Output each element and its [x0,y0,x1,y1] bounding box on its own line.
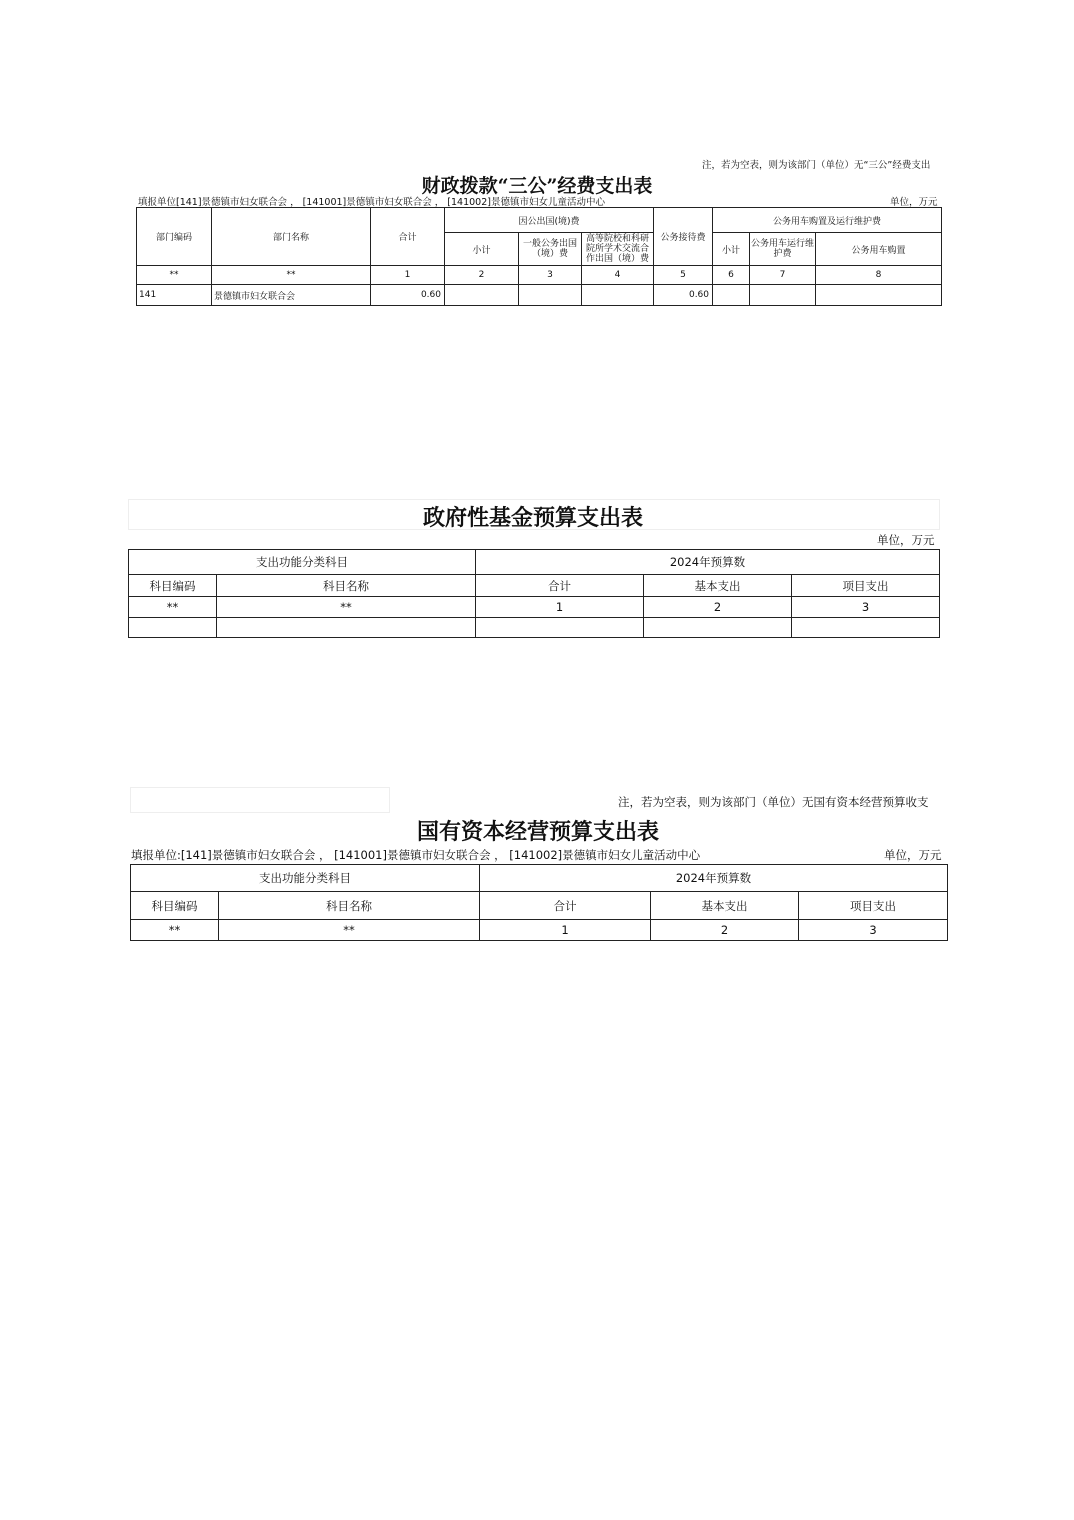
t1-index-cell: 3 [519,266,582,285]
t2-empty-row [129,618,940,638]
t3-header-basic: 基本支出 [651,892,799,920]
t1-index-cell: 5 [654,266,713,285]
t1-header-dept-name: 部门名称 [212,208,371,266]
t1-header-vehicle-group: 公务用车购置及运行维护费 [713,208,942,233]
t1-cell-reception: 0.60 [654,285,713,306]
t1-header-abroad-general: 一般公务出国（境）费 [519,233,582,266]
t1-index-cell: 6 [713,266,750,285]
t3-index-cell: ** [219,920,480,941]
t2-header-total: 合计 [476,575,644,597]
t3-index-cell: ** [131,920,219,941]
t3-header-budget: 2024年预算数 [480,865,948,892]
t3-index-cell: 2 [651,920,799,941]
t1-table [136,207,942,306]
t1-cell-dept-name: 景德镇市妇女联合会 [212,285,371,306]
t3-header-project: 项目支出 [799,892,948,920]
t1-header-total: 合计 [371,208,445,266]
t1-index-row [137,266,942,285]
t1-index-cell: ** [137,266,212,285]
t1-index-cell: 7 [750,266,816,285]
t1-title: 财政拨款“三公”经费支出表 [421,175,653,197]
t1-cell-vehicle-subtotal [713,285,750,306]
t1-cell-dept-code: 141 [137,285,212,306]
t1-header-abroad-subtotal: 小计 [445,233,519,266]
t1-header-abroad-academic: 高等院校和科研院所学术交流合作出国（境）费 [582,233,654,266]
t1-index-cell: 8 [816,266,942,285]
t2-empty-cell [792,618,940,638]
t1-header-reception: 公务接待费 [654,208,713,266]
t1-cell-abroad-academic [582,285,654,306]
t1-cell-total: 0.60 [371,285,445,306]
t1-cell-abroad-subtotal [445,285,519,306]
t2-header-row-1 [129,550,940,575]
t3-header-row-2 [131,892,948,920]
t1-note: 注，若为空表，则为该部门（单位）无“三公”经费支出 [702,160,931,171]
t2-empty-cell [129,618,217,638]
t2-header-category: 支出功能分类科目 [129,550,476,575]
t3-index-row [131,920,948,941]
t2-empty-cell [644,618,792,638]
t3-header-row-1 [131,865,948,892]
t3-title: 国有资本经营预算支出表 [416,819,659,845]
t3-table [130,864,948,941]
t2-index-cell: ** [129,597,217,618]
t1-index-cell: 1 [371,266,445,285]
t3-note: 注，若为空表，则为该部门（单位）无国有资本经营预算收支 [618,795,929,809]
t1-header-dept-code: 部门编码 [137,208,212,266]
t1-index-cell: ** [212,266,371,285]
t1-header-abroad-group: 因公出国(境)费 [445,208,654,233]
t1-fill-unit: 填报单位[141]景德镇市妇女联合会 ， [141001]景德镇市妇女联合会 ， [141002]景德镇市妇女儿童活动中心 [138,197,605,208]
t2-table [128,549,940,638]
t2-unit: 单位，万元 [877,533,935,547]
t2-index-cell: 2 [644,597,792,618]
t3-faint-gridline [130,787,390,813]
t1-header-row-1 [137,208,942,233]
t2-header-name: 科目名称 [217,575,476,597]
t1-data-row [137,285,942,306]
t2-index-cell: 1 [476,597,644,618]
t2-index-cell: 3 [792,597,940,618]
t2-header-basic: 基本支出 [644,575,792,597]
t2-header-code: 科目编码 [129,575,217,597]
t2-title: 政府性基金预算支出表 [422,505,643,531]
t2-header-project: 项目支出 [792,575,940,597]
t3-index-cell: 1 [480,920,651,941]
t2-empty-cell [217,618,476,638]
t2-index-cell: ** [217,597,476,618]
t3-header-name: 科目名称 [219,892,480,920]
t3-unit: 单位，万元 [884,848,942,862]
t3-fill-unit: 填报单位:[141]景德镇市妇女联合会 ， [141001]景德镇市妇女联合会 ， [141002]景德镇市妇女儿童活动中心 [131,848,701,862]
t2-index-row [129,597,940,618]
t1-header-vehicle-buy: 公务用车购置 [816,233,942,266]
t3-header-code: 科目编码 [131,892,219,920]
t2-empty-cell [476,618,644,638]
t2-header-row-2 [129,575,940,597]
t1-cell-vehicle-buy [816,285,942,306]
t3-index-cell: 3 [799,920,948,941]
t1-cell-abroad-general [519,285,582,306]
t3-header-category: 支出功能分类科目 [131,865,480,892]
t1-unit: 单位，万元 [890,197,938,208]
t1-index-cell: 4 [582,266,654,285]
t1-header-vehicle-subtotal: 小计 [713,233,750,266]
t1-index-cell: 2 [445,266,519,285]
t2-header-budget: 2024年预算数 [476,550,940,575]
t1-header-vehicle-run: 公务用车运行维护费 [750,233,816,266]
t3-header-total: 合计 [480,892,651,920]
t1-cell-vehicle-run [750,285,816,306]
